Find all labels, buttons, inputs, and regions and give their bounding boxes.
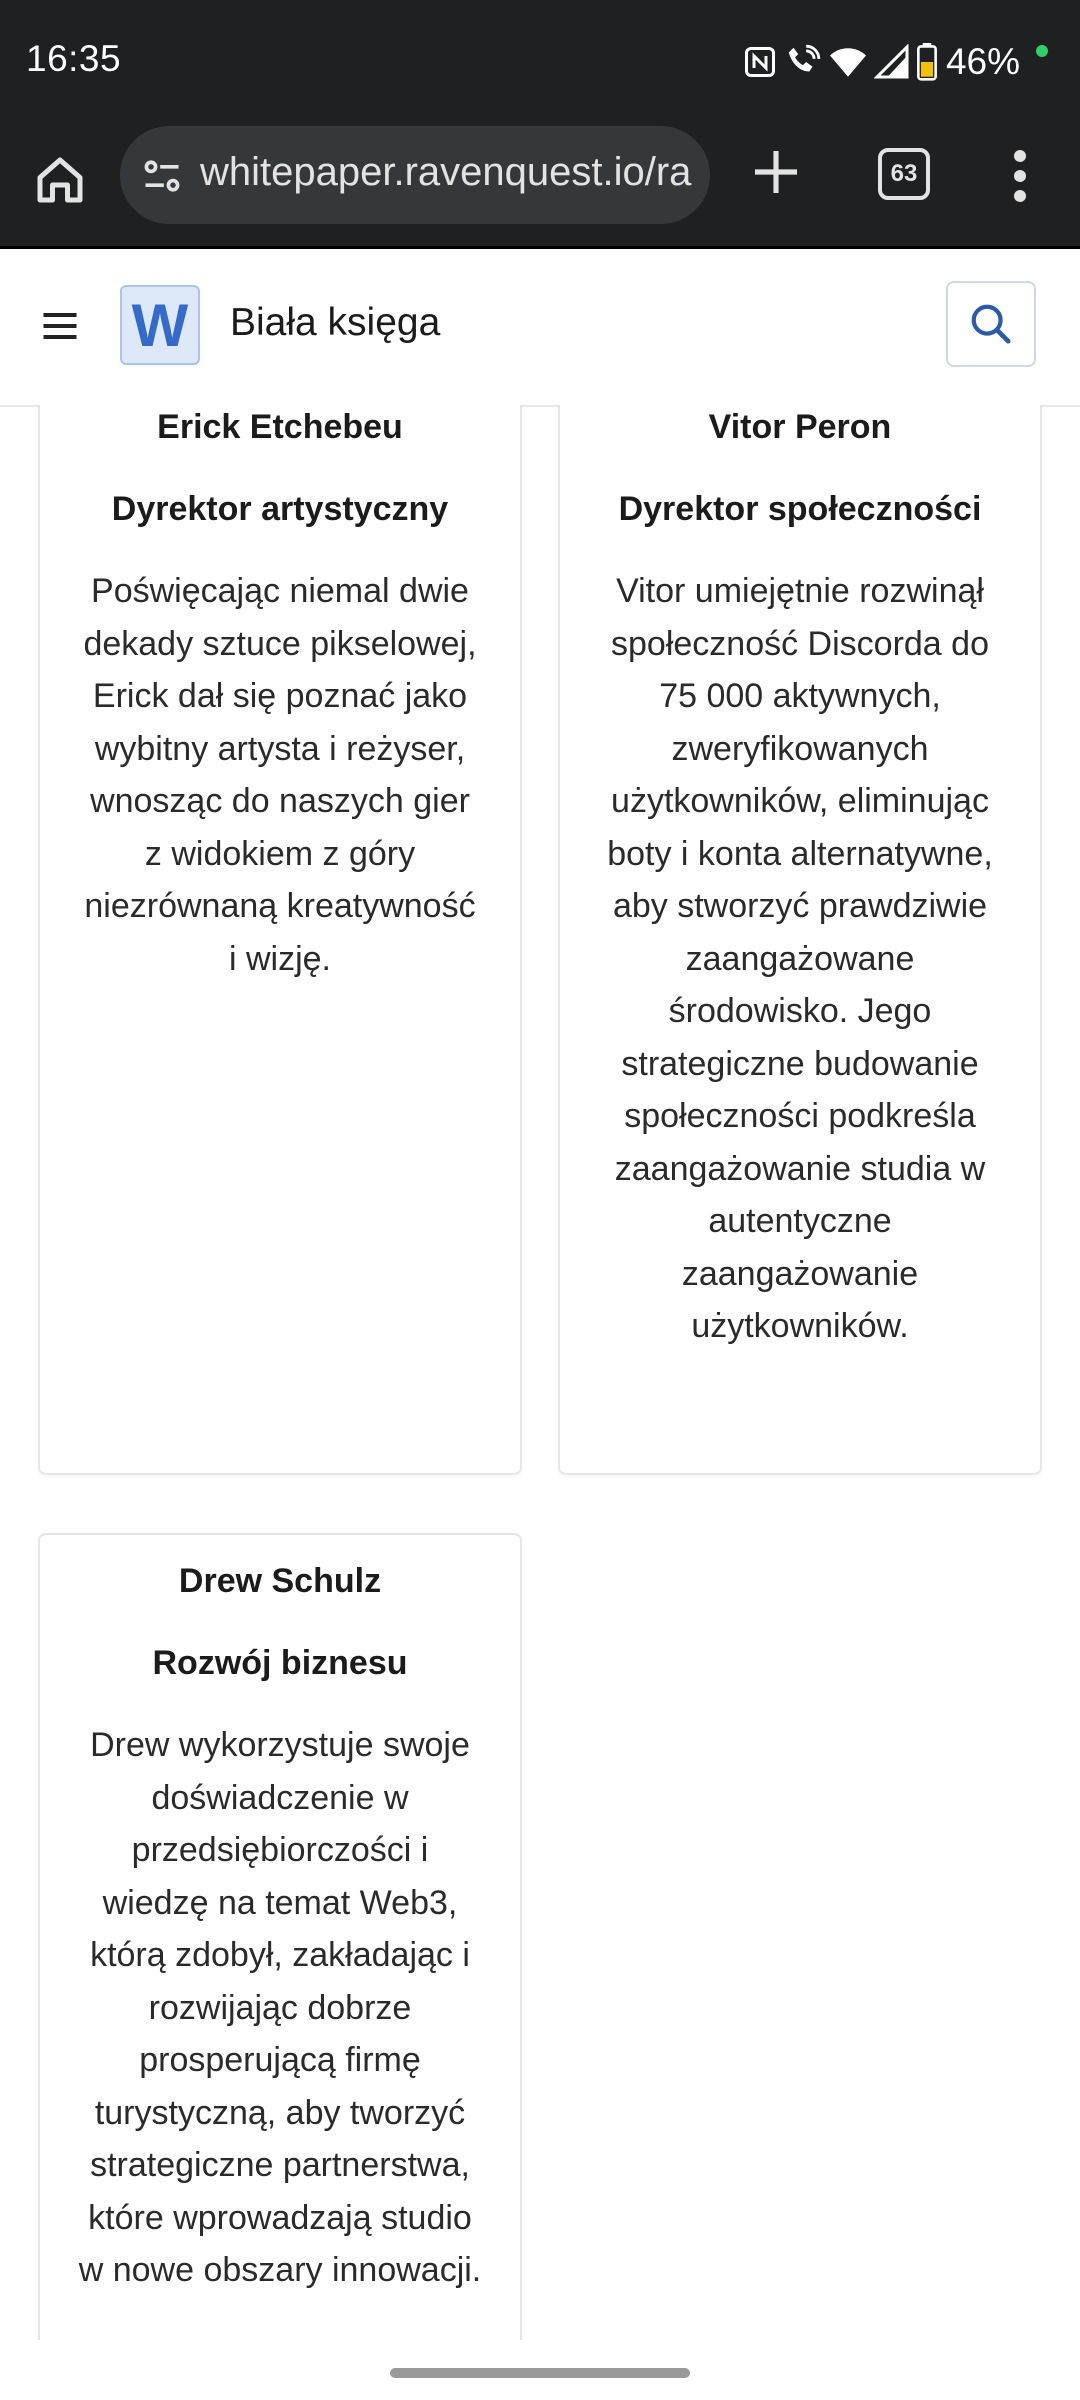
battery-icon bbox=[916, 43, 938, 81]
nfc-icon bbox=[742, 44, 778, 80]
privacy-indicator bbox=[1036, 45, 1048, 57]
more-vert-icon bbox=[1000, 146, 1040, 206]
battery-level: 46% bbox=[945, 41, 1020, 82]
address-bar[interactable] bbox=[120, 126, 710, 224]
team-member-role: Rozwój biznesu bbox=[152, 1644, 408, 1682]
home-button[interactable] bbox=[30, 150, 90, 210]
team-member-description: Poświęcając niemal dwie dekady sztuce pikselowej, Erick dał się poznać jako wybitny artysta i reżyser, wnosząc do naszych gier z widokiem z góry niezrównaną kreatywność i wizję. bbox=[83, 572, 477, 978]
site-title[interactable]: Biała księga bbox=[230, 301, 441, 344]
team-member-description: Vitor umiejętnie rozwinął społeczność Discorda do 75 000 aktywnych, zweryfikowanych użytkowników, eliminując boty i konta alternatywne, aby stworzyć prawdziwie zaangażowane środowisko. Jego strategiczne budowanie społeczności podkreśla zaangażowanie studia w autentyczne zaangażowanie użytkowników. bbox=[607, 572, 993, 1345]
team-section bbox=[0, 405, 1080, 2340]
team-member-role: Dyrektor artystyczny bbox=[111, 490, 449, 528]
team-card bbox=[558, 405, 1042, 1475]
status-icons bbox=[742, 34, 1048, 90]
hamburger-icon bbox=[38, 304, 82, 348]
site-header bbox=[0, 249, 1080, 407]
search-button[interactable] bbox=[946, 281, 1036, 367]
url-text: whitepaper.ravenquest.io/ra bbox=[200, 150, 692, 194]
search-icon bbox=[968, 301, 1014, 347]
tab-switcher-button[interactable]: 63 bbox=[878, 148, 930, 200]
status-time: 16:35 bbox=[26, 38, 122, 79]
team-card bbox=[38, 1533, 522, 2340]
system-nav-bar bbox=[0, 2340, 1080, 2400]
status-bar bbox=[0, 0, 1080, 124]
team-member-name: Vitor Peron bbox=[708, 408, 892, 446]
site-logo[interactable]: W bbox=[120, 285, 200, 365]
site-info-icon[interactable] bbox=[140, 154, 184, 198]
plus-icon bbox=[748, 144, 804, 200]
wifi-call-icon bbox=[784, 43, 822, 81]
gesture-handle[interactable] bbox=[390, 2368, 690, 2378]
team-member-name: Drew Schulz bbox=[178, 1562, 382, 1600]
team-member-role: Dyrektor społeczności bbox=[618, 490, 982, 528]
team-member-description: Drew wykorzystuje swoje doświadczenie w przedsiębiorczości i wiedzę na temat Web3, którą zdobył, zakładając i rozwijając dobrze prosperującą firmę turystyczną, aby tworzyć strategiczne partnerstwa, które wprowadzają studio w nowe obszary innowacji. bbox=[78, 1726, 482, 2289]
wifi-icon bbox=[828, 44, 868, 80]
browser-toolbar bbox=[0, 124, 1080, 249]
new-tab-button[interactable] bbox=[748, 144, 804, 200]
team-card bbox=[38, 405, 522, 1475]
team-member-name: Erick Etchebeu bbox=[157, 408, 403, 446]
browser-menu-button[interactable] bbox=[1000, 146, 1040, 206]
signal-icon bbox=[874, 44, 910, 80]
home-icon bbox=[30, 150, 90, 210]
menu-button[interactable] bbox=[38, 304, 82, 348]
